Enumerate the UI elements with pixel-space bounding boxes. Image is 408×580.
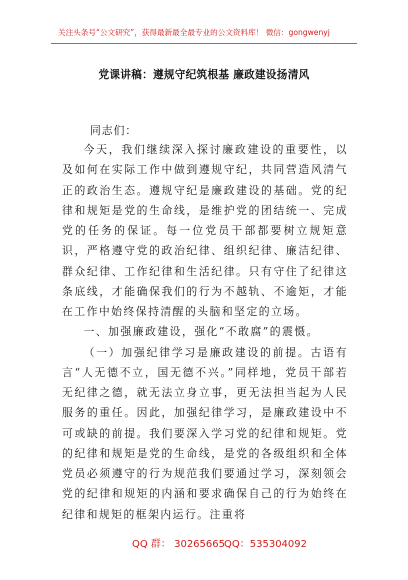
footer-qq-contact: QQ：535304092 [224, 539, 308, 550]
section-heading: 一、加强廉政建设，强化“不敢腐”的震慑。 [83, 325, 319, 339]
header-divider [51, 43, 357, 44]
salutation: 同志们： [90, 124, 138, 137]
body-paragraph: 今天，我们继续深入探讨廉政建设的重要性，以及如何在实际工作中做到遵规守纪，共同营造风清气正的政治生态。遵规守纪是廉政建设的基础。党的纪律和规矩是党的生命线，是维护党的团结统一、完成党的任务的保证。每一位党员干部都要树立规矩意识，严格遵守党的政治纪律、组织纪律、廉洁纪律、群众纪律、工作纪律和生活纪律。只有守住了纪律这条底线，才能确保我们的行为不越轨、不逾矩，才能在工作中始终保持清醒的头脑和坚定的立场。 [62, 143, 348, 318]
document-title: 党课讲稿：遵规守纪筑根基 廉政建设扬清风 [98, 69, 310, 81]
footer-qq-group: QQ 群： 30265665 [132, 539, 225, 550]
body-paragraph: （一）加强纪律学习是廉政建设的前提。古语有言“人无德不立，国无德不兴。”同样地，党员干部若无纪律之德，就无法立身立事，更无法担当起为人民服务的重任。因此，加强纪律学习，是廉政建设中不可或缺的前提。我们要深入学习党的纪律和规矩。党的纪律和规矩是党的生命线，是党的各级组织和全体党员必须遵守的行为规范我们要通过学习，深刻领会党的纪律和规矩的内涵和要求确保自己的行为始终在纪律和规矩的框架内运行。注重将 [62, 345, 348, 521]
header-promo-text: 关注头条号“公文研究”，获得最新最全最专业的公文资料库！ 微信：gongwenyj [58, 28, 330, 37]
document-body [62, 140, 348, 525]
